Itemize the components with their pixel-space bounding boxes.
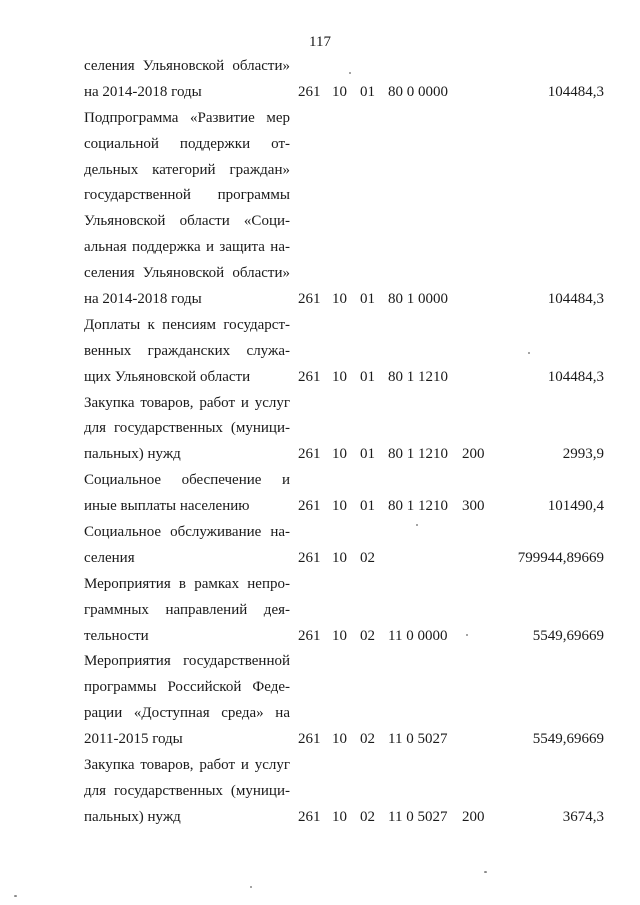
row-description-line: венных гражданских служа- — [84, 342, 290, 359]
amount-value: 3674,3 — [562, 808, 604, 825]
budget-row — [84, 649, 604, 753]
expense-kind-code: 200 — [462, 446, 485, 463]
budget-row — [84, 54, 604, 106]
subsection-code: 01 — [360, 291, 375, 308]
budget-table — [84, 54, 604, 831]
budget-row — [84, 753, 604, 831]
ministry-code: 261 — [298, 731, 321, 748]
row-description-line: альная поддержка и защита на- — [84, 239, 290, 256]
budget-row — [84, 313, 604, 391]
row-description-line: селения — [84, 549, 135, 566]
target-article-code: 80 0 0000 — [388, 83, 448, 100]
amount-value: 101490,4 — [547, 498, 604, 515]
section-code: 10 — [332, 808, 347, 825]
row-description-line: селения Ульяновской области» — [84, 265, 290, 282]
row-description-line: селения Ульяновской области» — [84, 58, 290, 74]
section-code: 10 — [332, 627, 347, 644]
row-description-line: Ульяновской области «Соци- — [84, 213, 290, 230]
row-description-line: граммных направлений дея- — [84, 601, 290, 618]
amount-value: 104484,3 — [547, 291, 604, 308]
target-article-code: 80 1 1210 — [388, 368, 448, 385]
amount-value: 5549,69669 — [532, 627, 604, 644]
ministry-code: 261 — [298, 549, 321, 566]
row-description-line: Социальное обеспечение и — [84, 472, 290, 489]
amount-value: 5549,69669 — [532, 731, 604, 748]
row-description-line: Закупка товаров, работ и услуг — [84, 757, 290, 774]
row-description-line: для государственных (муници- — [84, 420, 290, 437]
row-description-line: Мероприятия государственной — [84, 653, 290, 670]
row-codes — [84, 494, 604, 520]
row-description-line: на 2014-2018 годы — [84, 83, 202, 100]
ministry-code: 261 — [298, 808, 321, 825]
subsection-code: 02 — [360, 808, 375, 825]
budget-row — [84, 391, 604, 469]
row-description-line: рации «Доступная среда» на — [84, 705, 290, 722]
row-codes — [84, 287, 604, 313]
budget-row — [84, 572, 604, 650]
ministry-code: 261 — [298, 498, 321, 515]
section-code: 10 — [332, 291, 347, 308]
row-codes — [84, 805, 604, 831]
subsection-code: 02 — [360, 731, 375, 748]
subsection-code: 01 — [360, 446, 375, 463]
subsection-code: 01 — [360, 368, 375, 385]
row-codes — [84, 624, 604, 650]
row-description-line: щих Ульяновской области — [84, 368, 251, 385]
target-article-code: 80 1 1210 — [388, 498, 448, 515]
scan-speck — [466, 634, 468, 636]
section-code: 10 — [332, 731, 347, 748]
row-codes — [84, 442, 604, 468]
section-code: 10 — [332, 549, 347, 566]
row-description-line: Доплаты к пенсиям государст- — [84, 316, 290, 333]
scan-speck — [349, 72, 351, 74]
row-description-line: пальных) нужд — [84, 446, 181, 463]
section-code: 10 — [332, 498, 347, 515]
ministry-code: 261 — [298, 446, 321, 463]
subsection-code: 02 — [360, 549, 375, 566]
ministry-code: 261 — [298, 291, 321, 308]
row-description-line: пальных) нужд — [84, 808, 181, 825]
row-description-line: социальной поддержки от- — [84, 135, 290, 152]
target-article-code: 11 0 0000 — [388, 627, 448, 644]
subsection-code: 02 — [360, 627, 375, 644]
row-codes — [84, 546, 604, 572]
row-description-line: иные выплаты населению — [84, 498, 250, 515]
subsection-code: 01 — [360, 498, 375, 515]
row-description-line: Подпрограмма «Развитие мер — [84, 109, 290, 126]
subsection-code: 01 — [360, 83, 375, 100]
page-number: 117 — [309, 34, 331, 50]
target-article-code: 80 1 1210 — [388, 446, 448, 463]
target-article-code: 11 0 5027 — [388, 731, 448, 748]
row-description-line: Закупка товаров, работ и услуг — [84, 394, 290, 411]
row-codes — [84, 727, 604, 753]
budget-row — [84, 106, 604, 313]
row-description-line: для государственных (муници- — [84, 782, 290, 799]
row-description-line: на 2014-2018 годы — [84, 291, 202, 308]
row-codes — [84, 365, 604, 391]
row-description-line: тельности — [84, 627, 149, 644]
amount-value: 104484,3 — [547, 368, 604, 385]
row-description-line: дельных категорий граждан» — [84, 161, 290, 178]
target-article-code: 80 1 0000 — [388, 291, 448, 308]
scan-speck — [250, 886, 252, 888]
ministry-code: 261 — [298, 627, 321, 644]
row-description-line: 2011-2015 годы — [84, 731, 183, 748]
scan-speck — [416, 524, 418, 526]
row-description-line: Социальное обслуживание на- — [84, 524, 290, 541]
row-description-line: государственной программы — [84, 187, 290, 204]
row-description-line: программы Российской Феде- — [84, 679, 290, 696]
amount-value: 104484,3 — [547, 83, 604, 100]
ministry-code: 261 — [298, 368, 321, 385]
ministry-code: 261 — [298, 83, 321, 100]
amount-value: 2993,9 — [562, 446, 604, 463]
target-article-code: 11 0 5027 — [388, 808, 448, 825]
scan-speck — [14, 895, 17, 897]
section-code: 10 — [332, 368, 347, 385]
budget-row — [84, 468, 604, 520]
section-code: 10 — [332, 83, 347, 100]
row-description-line: Мероприятия в рамках непро- — [84, 575, 290, 592]
scan-speck — [528, 352, 530, 354]
section-code: 10 — [332, 446, 347, 463]
row-codes — [84, 80, 604, 106]
amount-value: 799944,89669 — [517, 549, 604, 566]
expense-kind-code: 300 — [462, 498, 485, 515]
scan-speck — [484, 871, 487, 873]
budget-row — [84, 520, 604, 572]
expense-kind-code: 200 — [462, 808, 485, 825]
